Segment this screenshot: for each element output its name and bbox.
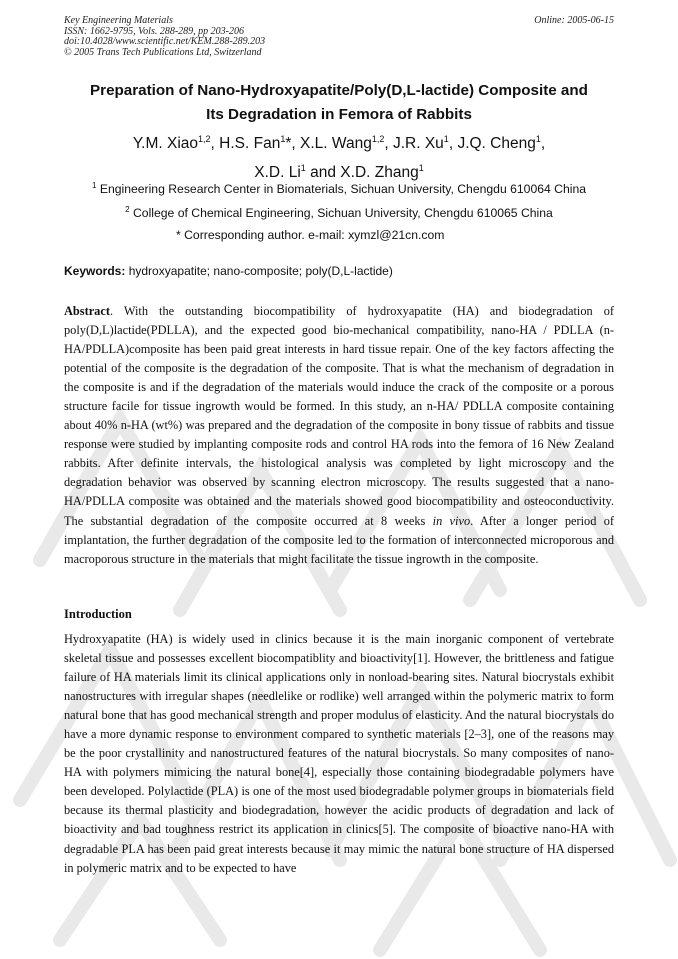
author-affil-sup: 1,2 <box>371 134 385 144</box>
introduction-text: Hydroxyapatite (HA) is widely used in clinics because it is the main inorganic component of vertebrate skeletal tissue and possesses excellent biocompatiblity and bioactivity[1]. However, the brittleness and fatigue failure of HA materials limit its clinical applications only in nonload-bearing sites. Natural biocrystals exhibit nanostructures with irregular shapes (needlelike or rodlike) well arranged within the polymeric matrix to form natural bone that has good mechanical strength and proper modulus of elasticity. And the natural biocrystals do have a more dynamic response to environment compared to synthetic materials [2–3], one of the reasons may be the poor crystallinity and nanostructured features of the natural biocrystals. So many composites of nano-HA with polymers mimicing the natural bone[4], especially those containing biodegradable polymers have been developed. Polylactide (PLA) is one of the most used biodegradable polymer groups in biomaterials field because its thermal plasticity and biodegradation, however the acidic products of degradation and lack of bioactivity and bad toughness restrict its application in clinics[5]. The composite of bioactive nano-HA with degradable PLA has been paid great interests because it may mimic the natural bone structure of HA dispersed in polymeric matrix and to be expected to have <box>64 632 614 875</box>
corresponding-mark: * <box>285 135 292 153</box>
title-line-1: Preparation of Nano-Hydroxyapatite/Poly(D,L-lactide) Composite and <box>90 82 588 99</box>
paper-title <box>40 79 638 127</box>
introduction-heading: Introduction <box>64 607 132 621</box>
author-affil-sup: 1 <box>418 163 424 174</box>
author-affil-sup: 1 <box>280 134 286 144</box>
abstract-text-2: . After a longer period of implantation, the further degradation of the composite led to the formation of interconnected microporous and macroporous structure in the materials that might facilitate the tissue ingrowth in the composite. <box>64 513 614 566</box>
online-date: Online: 2005-06-15 <box>534 15 614 26</box>
author-name: H.S. Fan <box>219 135 281 153</box>
doi-line: doi:10.4028/www.scientific.net/KEM.288-289.203 <box>64 36 266 47</box>
affiliation-text: College of Chemical Engineering, Sichuan University, Chengdu 610065 China <box>133 206 553 221</box>
keywords <box>64 264 614 278</box>
abstract-text-1: . With the outstanding biocompatibility of hydroxyapatite (HA) and biodegradation of poly(D,L)lactide(PDLLA), and the expected good bio-mechanical compatibility, nano-HA / PDLLA (n-HA/PDLLA)composite has been paid great interests in hard tissue repair. One of the key factors affecting the potential of the composite is the degradation of the composite. That is what the mechanism of degradation in the composite is and if the degradation of the materials would induce the crack of the composite or a porous structure facile for tissue ingrowth would be formed. In this study, an n-HA/ PDLLA composite containing about 40% n-HA (wt%) was prepared and the degradation of the composite in bony tissue of rabbits and tissue response were studied by implanting composite rods and control HA rods into the femora of 16 New Zealand rabbits. After definite intervals, the histological analysis was completed by light microscopy and the degradation behavior was observed by scanning electron microscopy. The results suggested that a nano-HA/PDLLA composite was obtained and the materials showed good biocompatibility and osteoconductivity. The substantial degradation of the composite occurred at 8 weeks <box>64 304 614 528</box>
corresponding-author: * Corresponding author. e-mail: xymzl@21cn.com <box>176 228 445 242</box>
keywords-text: hydroxyapatite; nano-composite; poly(D,L-lactide) <box>128 264 393 278</box>
author-affil-sup: 1,2 <box>198 134 211 144</box>
affiliation-text: Engineering Research Center in Biomaterials, Sichuan University, Chengdu 610064 China <box>99 182 587 197</box>
authors-line-1: Y.M. Xiao$^{1,2}$, H.S. Fan$^1$*, X.L. Wang$^{1,2}$, J.R. Xu$^1$, J.Q. Cheng$^1$, <box>132 134 546 153</box>
author-affil-sup: 1 <box>300 163 306 174</box>
and-word: and <box>310 164 336 182</box>
journal-name: Key Engineering Materials <box>64 15 173 26</box>
author-list <box>40 127 638 185</box>
abstract-label: Abstract <box>64 304 110 318</box>
journal-header <box>64 16 614 58</box>
author-name: X.L. Wang <box>300 135 372 153</box>
abstract <box>64 302 614 569</box>
author-affil-sup: 1 <box>535 134 541 144</box>
author-name: J.Q. Cheng <box>457 135 536 153</box>
affiliation-sup: 2 <box>125 205 130 214</box>
author-name: Y.M. Xiao <box>132 135 199 153</box>
affiliation-2 <box>40 205 638 220</box>
author-affil-sup: 1 <box>443 134 449 144</box>
title-line-2: Its Degradation in Femora of Rabbits <box>206 106 472 123</box>
keywords-label: Keywords: <box>64 264 126 278</box>
affiliation-1 <box>40 181 638 196</box>
affiliation-sup: 1 <box>91 181 97 190</box>
author-name: X.D. Li <box>254 164 301 182</box>
author-name: X.D. Zhang <box>340 164 419 182</box>
abstract-italic: in vivo <box>432 513 471 528</box>
copyright-line: © 2005 Trans Tech Publications Ltd, Switzerland <box>64 46 262 58</box>
author-name: J.R. Xu <box>392 135 444 153</box>
issn-line: ISSN: 1662-9795, Vols. 288-289, pp 203-206 <box>64 25 244 37</box>
